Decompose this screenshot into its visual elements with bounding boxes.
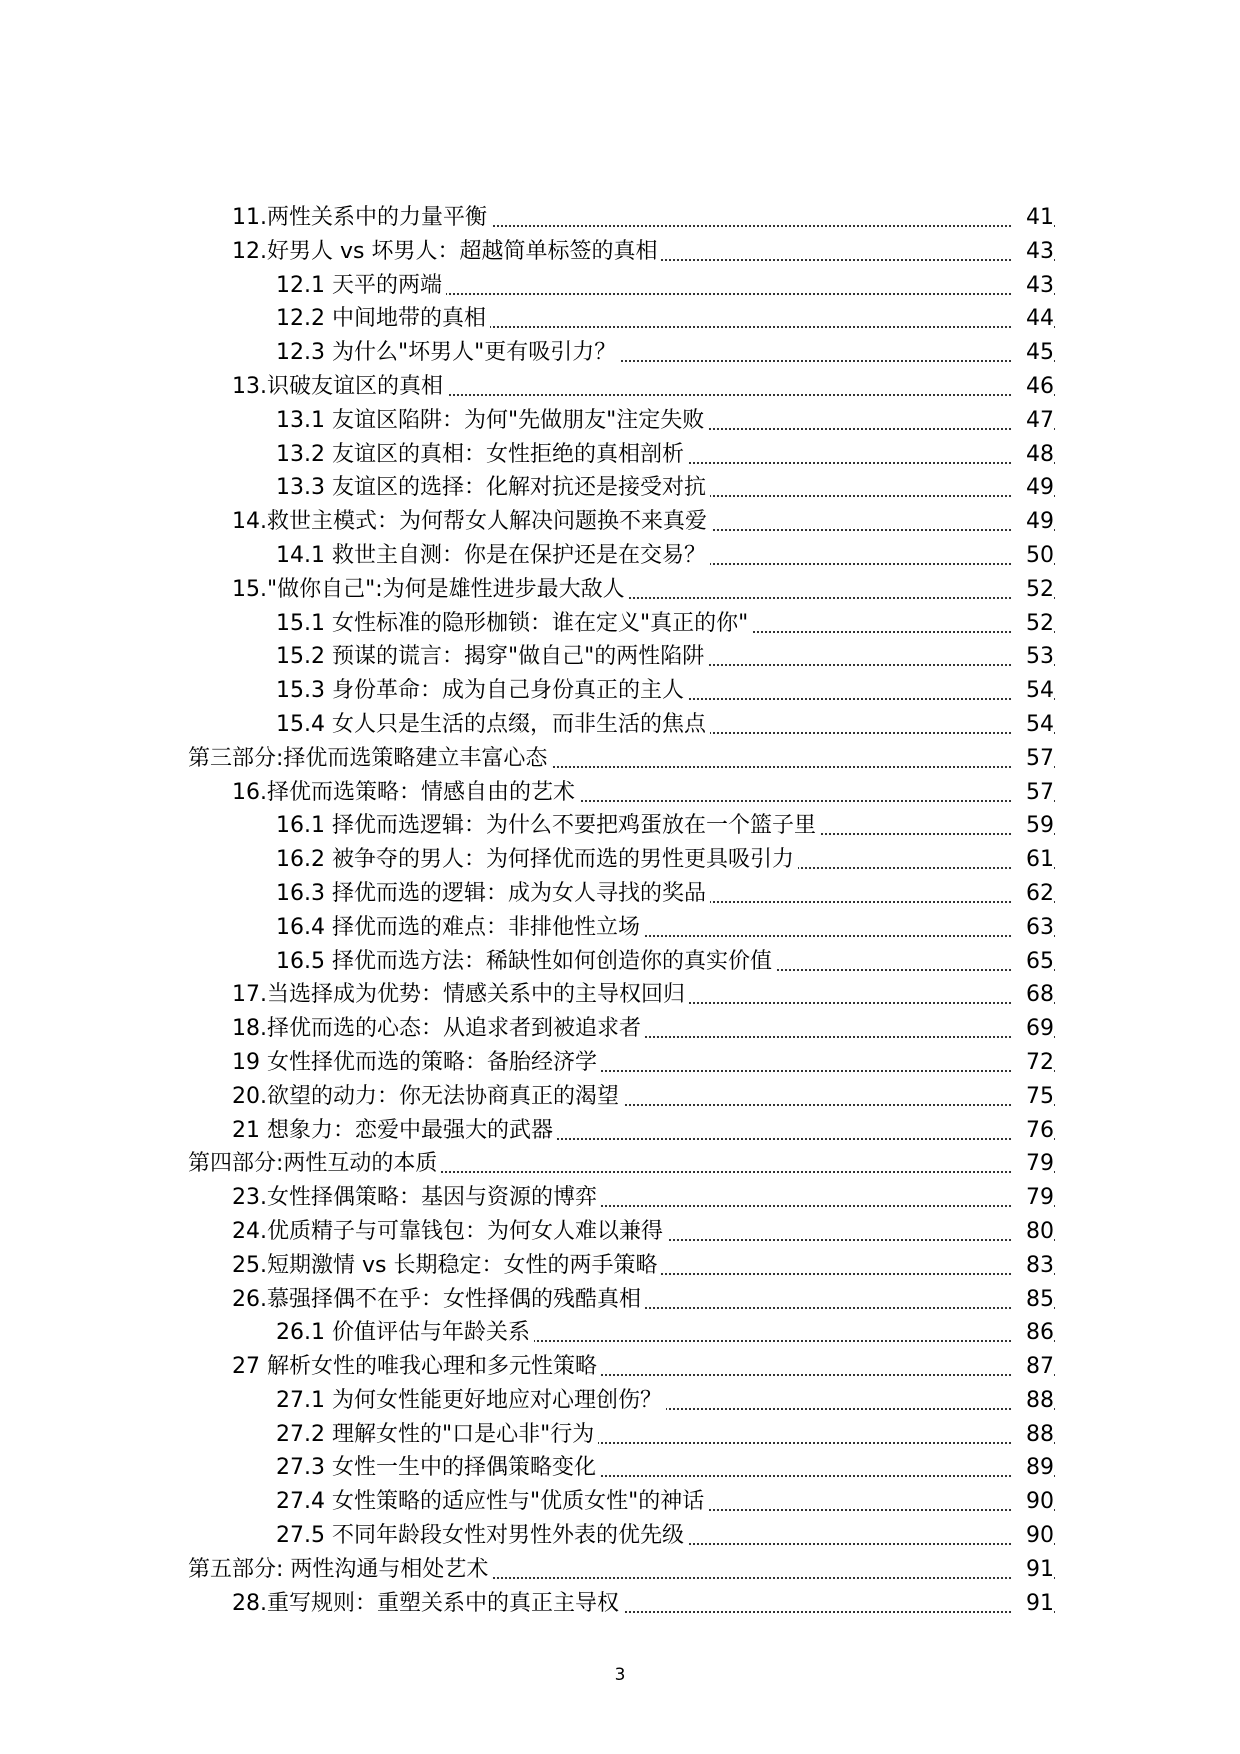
toc-entry-page: 50: [1011, 539, 1054, 573]
toc-entry-page: 69: [1011, 1012, 1054, 1046]
toc-entry-title: 15."做你自己":为何是雄性进步最大敌人: [232, 573, 629, 607]
toc-entry[interactable]: [0, 1012, 1240, 1046]
toc-entry[interactable]: [0, 1181, 1240, 1215]
toc-entry-page: 85: [1011, 1283, 1054, 1317]
toc-entry-title: 24.优质精子与可靠钱包：为何女人难以兼得: [232, 1215, 667, 1249]
toc-entry[interactable]: [0, 539, 1240, 573]
toc-entry-page: 44: [1011, 302, 1054, 336]
toc-entry-title: 27.1 为何女性能更好地应对心理创伤？: [276, 1384, 666, 1418]
toc-entry-page: 59: [1011, 809, 1054, 843]
toc-entry[interactable]: [0, 302, 1240, 336]
toc-entry-page: 91: [1011, 1587, 1054, 1621]
toc-entry[interactable]: [0, 607, 1240, 641]
toc-entry-page: 52: [1011, 573, 1054, 607]
toc-entry-title: 第四部分:两性互动的本质: [188, 1147, 441, 1181]
toc-entry-page: 90: [1011, 1485, 1054, 1519]
toc-entry-title: 27 解析女性的唯我心理和多元性策略: [232, 1350, 601, 1384]
toc-entry[interactable]: [0, 1350, 1240, 1384]
toc-entry-title: 25.短期激情 vs 长期稳定：女性的两手策略: [232, 1249, 661, 1283]
toc-entry-page: 62: [1011, 877, 1054, 911]
table-of-contents: [0, 201, 1240, 1620]
toc-entry-title: 15.3 身份革命：成为自己身份真正的主人: [276, 674, 688, 708]
toc-entry[interactable]: [0, 674, 1240, 708]
toc-entry-title: 13.2 友谊区的真相：女性拒绝的真相剖析: [276, 438, 688, 472]
toc-entry-page: 63: [1011, 911, 1054, 945]
toc-entry[interactable]: [0, 1080, 1240, 1114]
toc-entry[interactable]: [0, 336, 1240, 370]
toc-entry-title: 第三部分:择优而选策略建立丰富心态: [188, 742, 551, 776]
toc-entry-title: 23.女性择偶策略：基因与资源的博弈: [232, 1181, 601, 1215]
toc-entry-title: 27.2 理解女性的"口是心非"行为: [276, 1418, 598, 1452]
toc-entry[interactable]: [0, 640, 1240, 674]
toc-entry-title: 13.识破友谊区的真相: [232, 370, 447, 404]
toc-entry[interactable]: [0, 1384, 1240, 1418]
toc-entry-page: 72: [1011, 1046, 1054, 1080]
toc-entry-page: 61: [1011, 843, 1054, 877]
toc-entry-page: 43: [1011, 269, 1054, 303]
toc-entry-page: 53: [1011, 640, 1054, 674]
toc-entry-title: 15.4 女人只是生活的点缀，而非生活的焦点: [276, 708, 710, 742]
toc-entry-page: 79: [1011, 1147, 1054, 1181]
toc-entry[interactable]: [0, 945, 1240, 979]
toc-entry-page: 88: [1011, 1384, 1054, 1418]
toc-entry[interactable]: [0, 438, 1240, 472]
toc-entry-title: 16.2 被争夺的男人：为何择优而选的男性更具吸引力: [276, 843, 798, 877]
toc-entry-title: 18.择优而选的心态：从追求者到被追求者: [232, 1012, 645, 1046]
toc-entry[interactable]: [0, 505, 1240, 539]
toc-entry-title: 15.2 预谋的谎言：揭穿"做自己"的两性陷阱: [276, 640, 708, 674]
toc-entry-page: 54: [1011, 708, 1054, 742]
toc-entry-title: 16.择优而选策略：情感自由的艺术: [232, 776, 579, 810]
toc-entry-title: 27.4 女性策略的适应性与"优质女性"的神话: [276, 1485, 708, 1519]
toc-entry-page: 46: [1011, 370, 1054, 404]
toc-entry-page: 52: [1011, 607, 1054, 641]
toc-entry-page: 75: [1011, 1080, 1054, 1114]
toc-entry-page: 86: [1011, 1316, 1054, 1350]
toc-entry-title: 13.1 友谊区陷阱：为何"先做朋友"注定失败: [276, 404, 708, 438]
toc-entry-page: 76: [1011, 1114, 1054, 1148]
toc-entry[interactable]: [0, 776, 1240, 810]
toc-entry-page: 83: [1011, 1249, 1054, 1283]
toc-entry[interactable]: [0, 1553, 1240, 1587]
toc-entry[interactable]: [0, 809, 1240, 843]
toc-entry-page: 41: [1011, 201, 1054, 235]
toc-entry[interactable]: [0, 201, 1240, 235]
toc-entry-title: 26.1 价值评估与年龄关系: [276, 1316, 534, 1350]
toc-entry-title: 15.1 女性标准的隐形枷锁：谁在定义"真正的你": [276, 607, 752, 641]
toc-entry-title: 21 想象力：恋爱中最强大的武器: [232, 1114, 557, 1148]
toc-entry-title: 27.5 不同年龄段女性对男性外表的优先级: [276, 1519, 688, 1553]
toc-entry-title: 12.好男人 vs 坏男人：超越简单标签的真相: [232, 235, 661, 269]
toc-entry[interactable]: [0, 573, 1240, 607]
toc-entry-page: 47: [1011, 404, 1054, 438]
toc-entry[interactable]: [0, 911, 1240, 945]
toc-entry-page: 48: [1011, 438, 1054, 472]
toc-entry-title: 第五部分: 两性沟通与相处艺术: [188, 1553, 492, 1587]
toc-entry-title: 16.1 择优而选逻辑：为什么不要把鸡蛋放在一个篮子里: [276, 809, 820, 843]
toc-entry[interactable]: [0, 1485, 1240, 1519]
toc-entry-title: 14.救世主模式：为何帮女人解决问题换不来真爱: [232, 505, 711, 539]
toc-entry[interactable]: [0, 235, 1240, 269]
toc-entry-page: 65: [1011, 945, 1054, 979]
toc-entry-page: 57: [1011, 776, 1054, 810]
toc-entry-title: 26.慕强择偶不在乎：女性择偶的残酷真相: [232, 1283, 645, 1317]
toc-entry-page: 45: [1011, 336, 1054, 370]
toc-entry-title: 12.3 为什么"坏男人"更有吸引力？: [276, 336, 620, 370]
toc-entry[interactable]: [0, 877, 1240, 911]
toc-entry-page: 88: [1011, 1418, 1054, 1452]
toc-entry[interactable]: [0, 1316, 1240, 1350]
toc-entry[interactable]: [0, 1418, 1240, 1452]
toc-entry-title: 16.4 择优而选的难点：非排他性立场: [276, 911, 644, 945]
toc-entry[interactable]: [0, 1114, 1240, 1148]
toc-entry-title: 12.2 中间地带的真相: [276, 302, 490, 336]
toc-entry[interactable]: [0, 404, 1240, 438]
toc-entry-title: 14.1 救世主自测：你是在保护还是在交易？: [276, 539, 710, 573]
toc-entry[interactable]: [0, 1451, 1240, 1485]
toc-entry-title: 19 女性择优而选的策略：备胎经济学: [232, 1046, 601, 1080]
toc-entry[interactable]: [0, 742, 1240, 776]
toc-entry-title: 12.1 天平的两端: [276, 269, 446, 303]
toc-entry[interactable]: [0, 370, 1240, 404]
toc-entry[interactable]: [0, 1519, 1240, 1553]
toc-entry-page: 87: [1011, 1350, 1054, 1384]
toc-entry[interactable]: [0, 471, 1240, 505]
toc-entry-title: 11.两性关系中的力量平衡: [232, 201, 491, 235]
toc-entry-title: 28.重写规则：重塑关系中的真正主导权: [232, 1587, 623, 1621]
toc-entry-page: 68: [1011, 978, 1054, 1012]
toc-entry-page: 90: [1011, 1519, 1054, 1553]
toc-entry-page: 91: [1011, 1553, 1054, 1587]
toc-entry[interactable]: [0, 1147, 1240, 1181]
toc-entry-page: 49: [1011, 471, 1054, 505]
toc-entry[interactable]: [0, 843, 1240, 877]
page-number: 3: [614, 1665, 626, 1685]
toc-entry[interactable]: [0, 978, 1240, 1012]
toc-entry-page: 80: [1011, 1215, 1054, 1249]
toc-entry-page: 57: [1011, 742, 1054, 776]
toc-entry-title: 13.3 友谊区的选择：化解对抗还是接受对抗: [276, 471, 710, 505]
toc-entry[interactable]: [0, 1587, 1240, 1621]
toc-entry-title: 16.5 择优而选方法：稀缺性如何创造你的真实价值: [276, 945, 776, 979]
toc-entry-title: 20.欲望的动力：你无法协商真正的渴望: [232, 1080, 623, 1114]
toc-entry-page: 89: [1011, 1451, 1054, 1485]
toc-entry-title: 27.3 女性一生中的择偶策略变化: [276, 1451, 600, 1485]
toc-entry[interactable]: [0, 1249, 1240, 1283]
toc-entry[interactable]: [0, 269, 1240, 303]
toc-entry-page: 79: [1011, 1181, 1054, 1215]
toc-entry-page: 49: [1011, 505, 1054, 539]
toc-entry-title: 17.当选择成为优势：情感关系中的主导权回归: [232, 978, 689, 1012]
toc-entry[interactable]: [0, 1215, 1240, 1249]
toc-entry[interactable]: [0, 1046, 1240, 1080]
toc-entry-title: 16.3 择优而选的逻辑：成为女人寻找的奖品: [276, 877, 710, 911]
toc-entry-page: 54: [1011, 674, 1054, 708]
toc-entry[interactable]: [0, 1283, 1240, 1317]
toc-entry-page: 43: [1011, 235, 1054, 269]
toc-entry[interactable]: [0, 708, 1240, 742]
